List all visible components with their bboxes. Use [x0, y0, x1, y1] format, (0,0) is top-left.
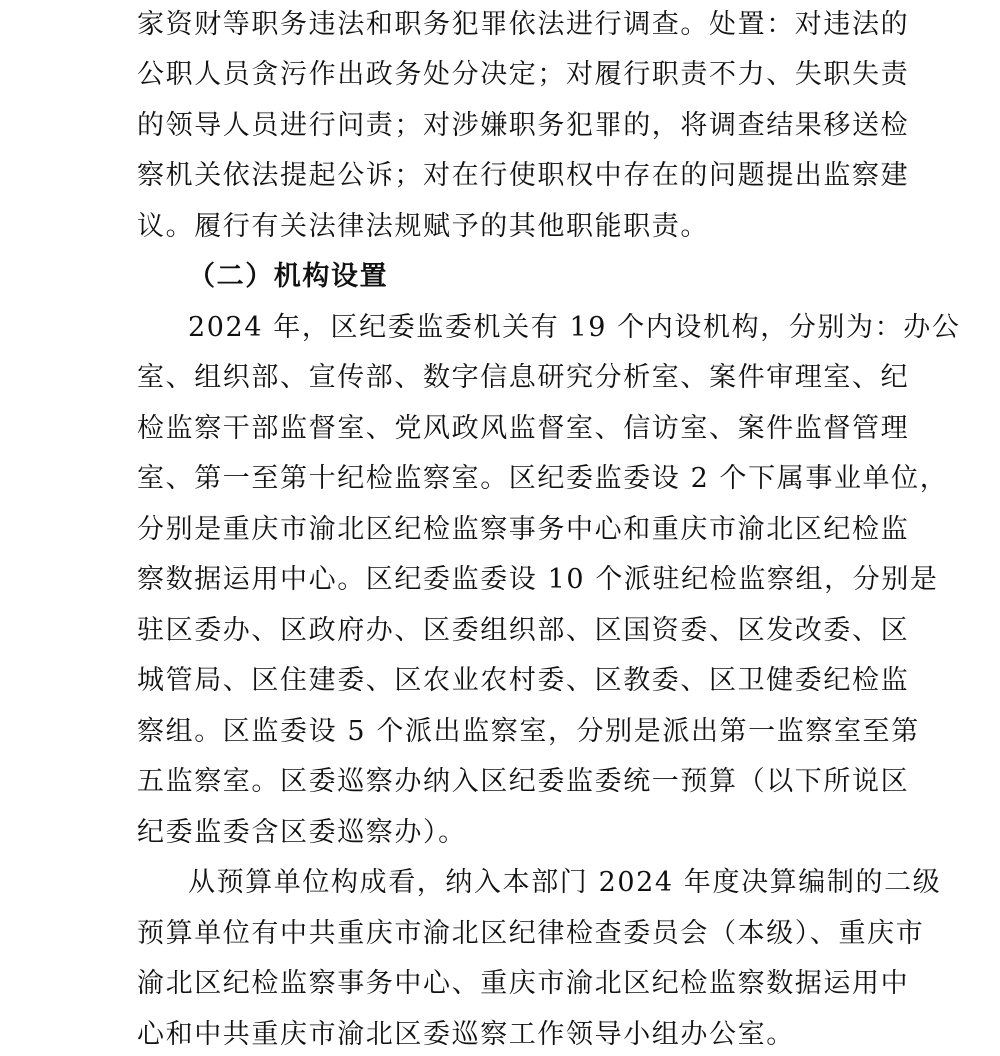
paragraph-line: 公职人员贪污作出政务处分决定；对履行职责不力、失职失责	[137, 59, 910, 90]
paragraph-line: 从预算单位构成看，纳入本部门 2024 年度决算编制的二级	[188, 867, 942, 898]
section-heading: （二）机构设置	[188, 261, 389, 292]
paragraph-line: 室、组织部、宣传部、数字信息研究分析室、案件审理室、纪	[137, 362, 910, 393]
paragraph-line: 察数据运用中心。区纪委监委设 10 个派驻纪检监察组，分别是	[137, 564, 939, 595]
paragraph-line: 室、第一至第十纪检监察室。区纪委监委设 2 个下属事业单位，	[137, 463, 949, 494]
paragraph-line: 议。履行有关法律法规赋予的其他职能职责。	[137, 211, 709, 242]
paragraph-line: 心和中共重庆市渝北区委巡察工作领导小组办公室。	[137, 1019, 795, 1050]
paragraph-line: 的领导人员进行问责；对涉嫌职务犯罪的，将调查结果移送检	[137, 110, 910, 141]
paragraph-line: 渝北区纪检监察事务中心、重庆市渝北区纪检监察数据运用中	[137, 968, 910, 999]
paragraph-line: 城管局、区住建委、区农业农村委、区教委、区卫健委纪检监	[137, 665, 910, 696]
paragraph-line: 察机关依法提起公诉；对在行使职权中存在的问题提出监察建	[137, 160, 910, 191]
paragraph-line: 家资财等职务违法和职务犯罪依法进行调查。处置：对违法的	[137, 9, 910, 40]
paragraph-line: 驻区委办、区政府办、区委组织部、区国资委、区发改委、区	[137, 615, 910, 646]
paragraph-line: 预算单位有中共重庆市渝北区纪律检查委员会（本级）、重庆市	[137, 918, 925, 949]
paragraph-line: 五监察室。区委巡察办纳入区纪委监委统一预算（以下所说区	[137, 766, 910, 797]
paragraph-line: 检监察干部监督室、党风政风监督室、信访室、案件监督管理	[137, 413, 910, 444]
paragraph-line: 2024 年，区纪委监委机关有 19 个内设机构，分别为：办公	[188, 312, 961, 343]
paragraph-line: 纪委监委含区委巡察办）。	[137, 817, 467, 848]
paragraph-line: 分别是重庆市渝北区纪检监察事务中心和重庆市渝北区纪检监	[137, 514, 910, 545]
paragraph-line: 察组。区监委设 5 个派出监察室，分别是派出第一监察室至第	[137, 716, 920, 747]
